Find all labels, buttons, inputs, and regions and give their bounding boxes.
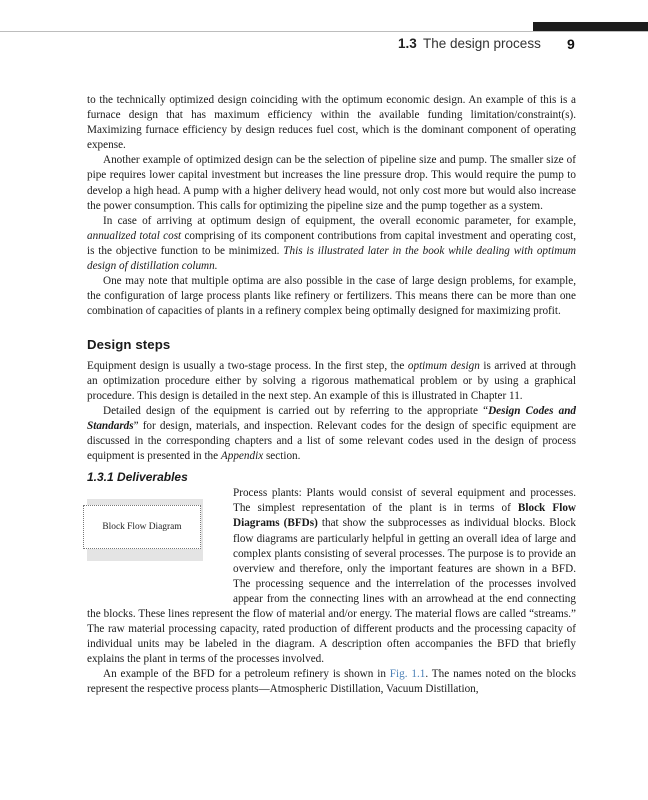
- text-run: comprising of its component contributions from capital investment and operating cost, is the objective function to be minimized.: [87, 229, 576, 257]
- page-body: [87, 93, 576, 698]
- text-run: is arrived at through an optimization procedure either by solving a rigorous mathematical problem or by using a graphical procedure. This design is detailed in the next step. An example of this is illustrated in Chapter 11.: [87, 359, 576, 402]
- emphasis-codes-standards: Design Codes and Standards: [87, 404, 577, 432]
- section-number: 1.3: [398, 36, 417, 51]
- emphasis-appendix: Appendix: [220, 450, 264, 463]
- text-run: Equipment design is usually a two-stage process. In the first step, the: [87, 359, 408, 372]
- text-run: In case of arriving at optimum design of equipment, the overall economic parameter, for example,: [103, 214, 576, 227]
- emphasis-optimum-design: optimum design: [407, 359, 480, 372]
- text-run: section.: [263, 450, 301, 463]
- subsection-title: Deliverables: [117, 470, 188, 485]
- emphasis-annualized-cost: annualized total cost: [87, 229, 182, 242]
- page-number: 9: [567, 36, 575, 52]
- paragraph-pipeline: Another example of optimized design can be the selection of pipeline size and pump. The smaller size of pipe requires lower capital investment but increases the line pressure drop. This would require the pump to develop a high head. A pump with a higher delivery head would, not only cost more but would also increase the power consumption. This calls for optimizing the pipeline size and the pump together as a system.: [87, 154, 576, 212]
- figure-link[interactable]: Fig. 1.1: [389, 668, 426, 681]
- header-rule: [0, 31, 648, 32]
- paragraph-process-plants: [87, 486, 576, 667]
- paragraph-detailed-design: [87, 404, 576, 464]
- paragraph-multiple-optima: One may note that multiple optima are also possible in the case of large design problems, for example, the configuration of large process plants like refinery or fertilizers. This means there can be more than one combination of capacities of plants in a refinery complex being optimally designed for maximizing profit.: [87, 275, 576, 318]
- emphasis-distillation-note: This is illustrated later in the book while dealing with optimum design of distillation column.: [87, 244, 576, 273]
- figure-block-flow-diagram: [77, 499, 227, 593]
- heading-deliverables: [87, 470, 576, 485]
- paragraph-optimum-design: [87, 214, 576, 274]
- strong-bfd: Block Flow Diagrams (BFDs): [233, 502, 577, 530]
- text-run: Detailed design of the equipment is carried out by referring to the appropriate “: [103, 404, 489, 417]
- text-run: that show the subprocesses as individual blocks. Block flow diagrams are particularly helpful in getting an overall idea of large and complex plants consisting of several processes. The purpose is to provide an overview and therefore, only the important features are shown in a BFD. The processing sequence and the interrelation of the processes involved appear from the connecting lines with an arrowhead at the end connecting the blocks. These lines represent the flow of material and/or energy. The material flows are called “streams.” The raw material processing capacity, rated production of different products and the processing capacity of individual units may be labeled in the diagram. A description often accompanies the BFD that briefly explains the plant in terms of the processes involved.: [87, 517, 576, 666]
- paragraph-furnace: to the technically optimized design coinciding with the optimum economic design. An example of this is a furnace design that has maximum efficiency within the available funding limitation/constraint(s). Maximizing furnace efficiency by design reduces fuel cost, which is the dominant component of operating expense.: [87, 94, 576, 152]
- heading-design-steps: Design steps: [87, 337, 171, 353]
- subsection-number: 1.3.1: [87, 470, 114, 485]
- paragraph-two-stage: [87, 359, 576, 404]
- running-head: [0, 36, 648, 56]
- text-run: . The names noted on the blocks represent the respective process plants—Atmospheric Distillation, Vacuum Distillation,: [87, 668, 576, 696]
- text-run: An example of the BFD for a petroleum refinery is shown in: [103, 668, 390, 681]
- text-run: ” for design, materials, and inspection. Relevant codes for the design of specific equipment are discussed in the corresponding chapters and a list of some relevant codes used in the design of process equipment is presented in the: [87, 419, 576, 463]
- text-run: Process plants: Plants would consist of several equipment and processes. The simplest representation of the plant is in terms of: [233, 487, 576, 515]
- paragraph-refinery-example: [87, 667, 576, 697]
- figure-box: Block Flow Diagram: [83, 505, 201, 549]
- section-title: The design process: [423, 36, 541, 51]
